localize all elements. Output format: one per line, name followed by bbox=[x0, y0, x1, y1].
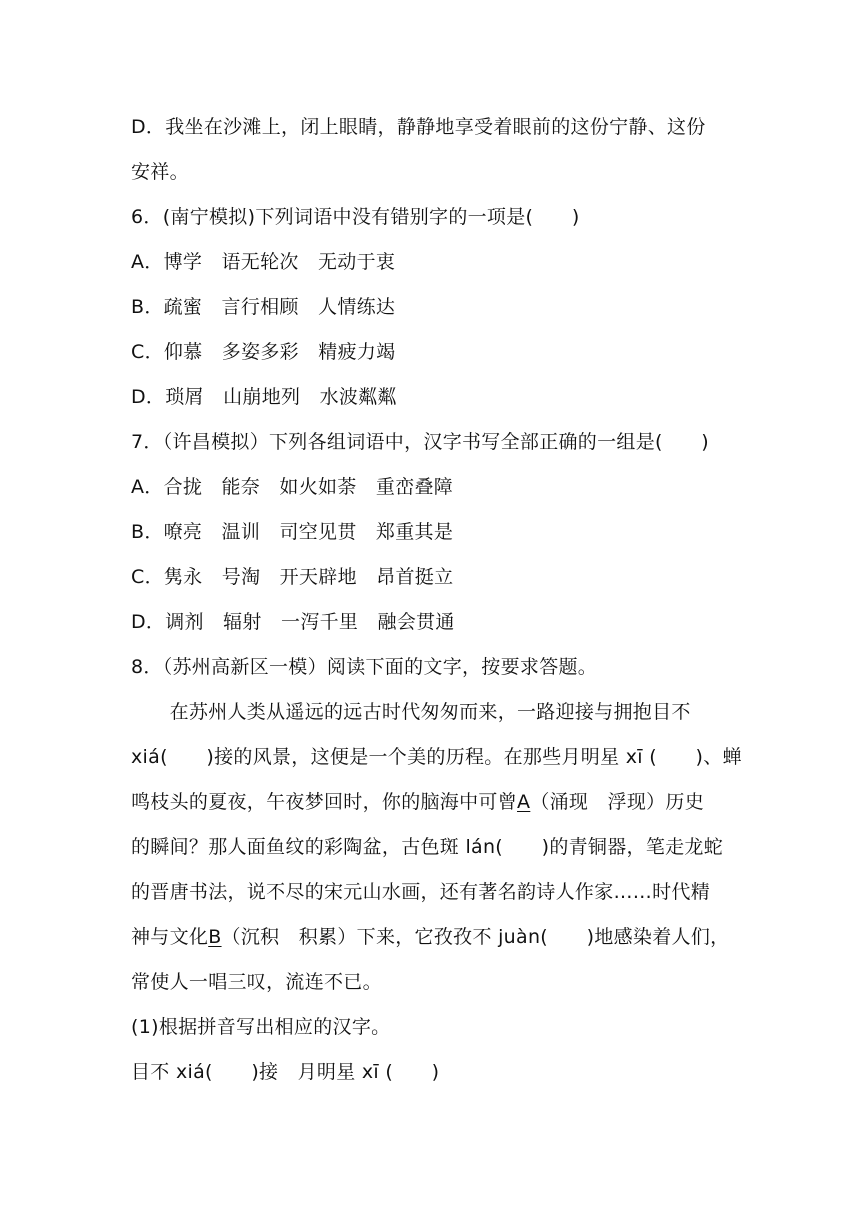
blank-b-options: （沉积 积累）下来，它孜孜不 juàn( )地感染着人们， bbox=[221, 926, 730, 948]
q7-option-c: C．隽永 号淘 开天辟地 昂首挺立 bbox=[131, 566, 454, 588]
subquestion-1: (1)根据拼音写出相应的汉字。 bbox=[131, 1016, 391, 1038]
blank-b-label: B bbox=[208, 926, 222, 948]
option-d-line-2: 安祥。 bbox=[131, 161, 189, 183]
passage-line-6-text: 神与文化 bbox=[131, 926, 209, 948]
q6-option-d: D．琐屑 山崩地列 水波粼粼 bbox=[131, 386, 397, 408]
passage-line-6 bbox=[131, 922, 741, 952]
q7-option-b: B．嘹亮 温训 司空见贯 郑重其是 bbox=[131, 521, 454, 543]
passage-line-5: 的晋唐书法，说不尽的宋元山水画，还有著名韵诗人作家……时代精 bbox=[131, 881, 711, 903]
passage-line-3-text: 鸣枝头的夏夜，午夜梦回时，你的脑海中可曾 bbox=[131, 791, 518, 813]
question-6: 6．(南宁模拟)下列词语中没有错别字的一项是( ) bbox=[131, 206, 580, 228]
question-7: 7．（许昌模拟）下列各组词语中，汉字书写全部正确的一组是( ) bbox=[131, 431, 710, 453]
blank-a-label: A bbox=[517, 791, 531, 813]
blank-a-options: （涌现 浮现）历史 bbox=[530, 791, 705, 813]
q7-option-d: D．调剂 辐射 一泻千里 融会贯通 bbox=[131, 611, 455, 633]
passage-line-3 bbox=[131, 787, 741, 817]
passage-line-7: 常使人一唱三叹，流连不已。 bbox=[131, 971, 382, 993]
passage-line-4: 的瞬间？那人面鱼纹的彩陶盆，古色斑 lán( )的青铜器，笔走龙蛇 bbox=[131, 836, 724, 858]
q7-option-a: A．合拢 能奈 如火如荼 重峦叠障 bbox=[131, 476, 454, 498]
passage-line-1: 在苏州人类从遥远的远古时代匆匆而来，一路迎接与拥抱目不 bbox=[131, 701, 691, 723]
passage-line-2: xiá( )接的风景，这便是一个美的历程。在那些月明星 xī ( )、蝉 bbox=[131, 746, 742, 768]
subquestion-1-answer-row: 目不 xiá( )接 月明星 xī ( ) bbox=[131, 1061, 440, 1083]
q6-option-c: C．仰慕 多姿多彩 精疲力竭 bbox=[131, 341, 396, 363]
option-d-line-1: D．我坐在沙滩上，闭上眼睛，静静地享受着眼前的这份宁静、这份 bbox=[131, 116, 706, 138]
q6-option-a: A．博学 语无轮次 无动于衷 bbox=[131, 251, 396, 273]
question-8: 8．（苏州高新区一模）阅读下面的文字，按要求答题。 bbox=[131, 656, 598, 678]
q6-option-b: B．疏蜜 言行相顾 人情练达 bbox=[131, 296, 396, 318]
